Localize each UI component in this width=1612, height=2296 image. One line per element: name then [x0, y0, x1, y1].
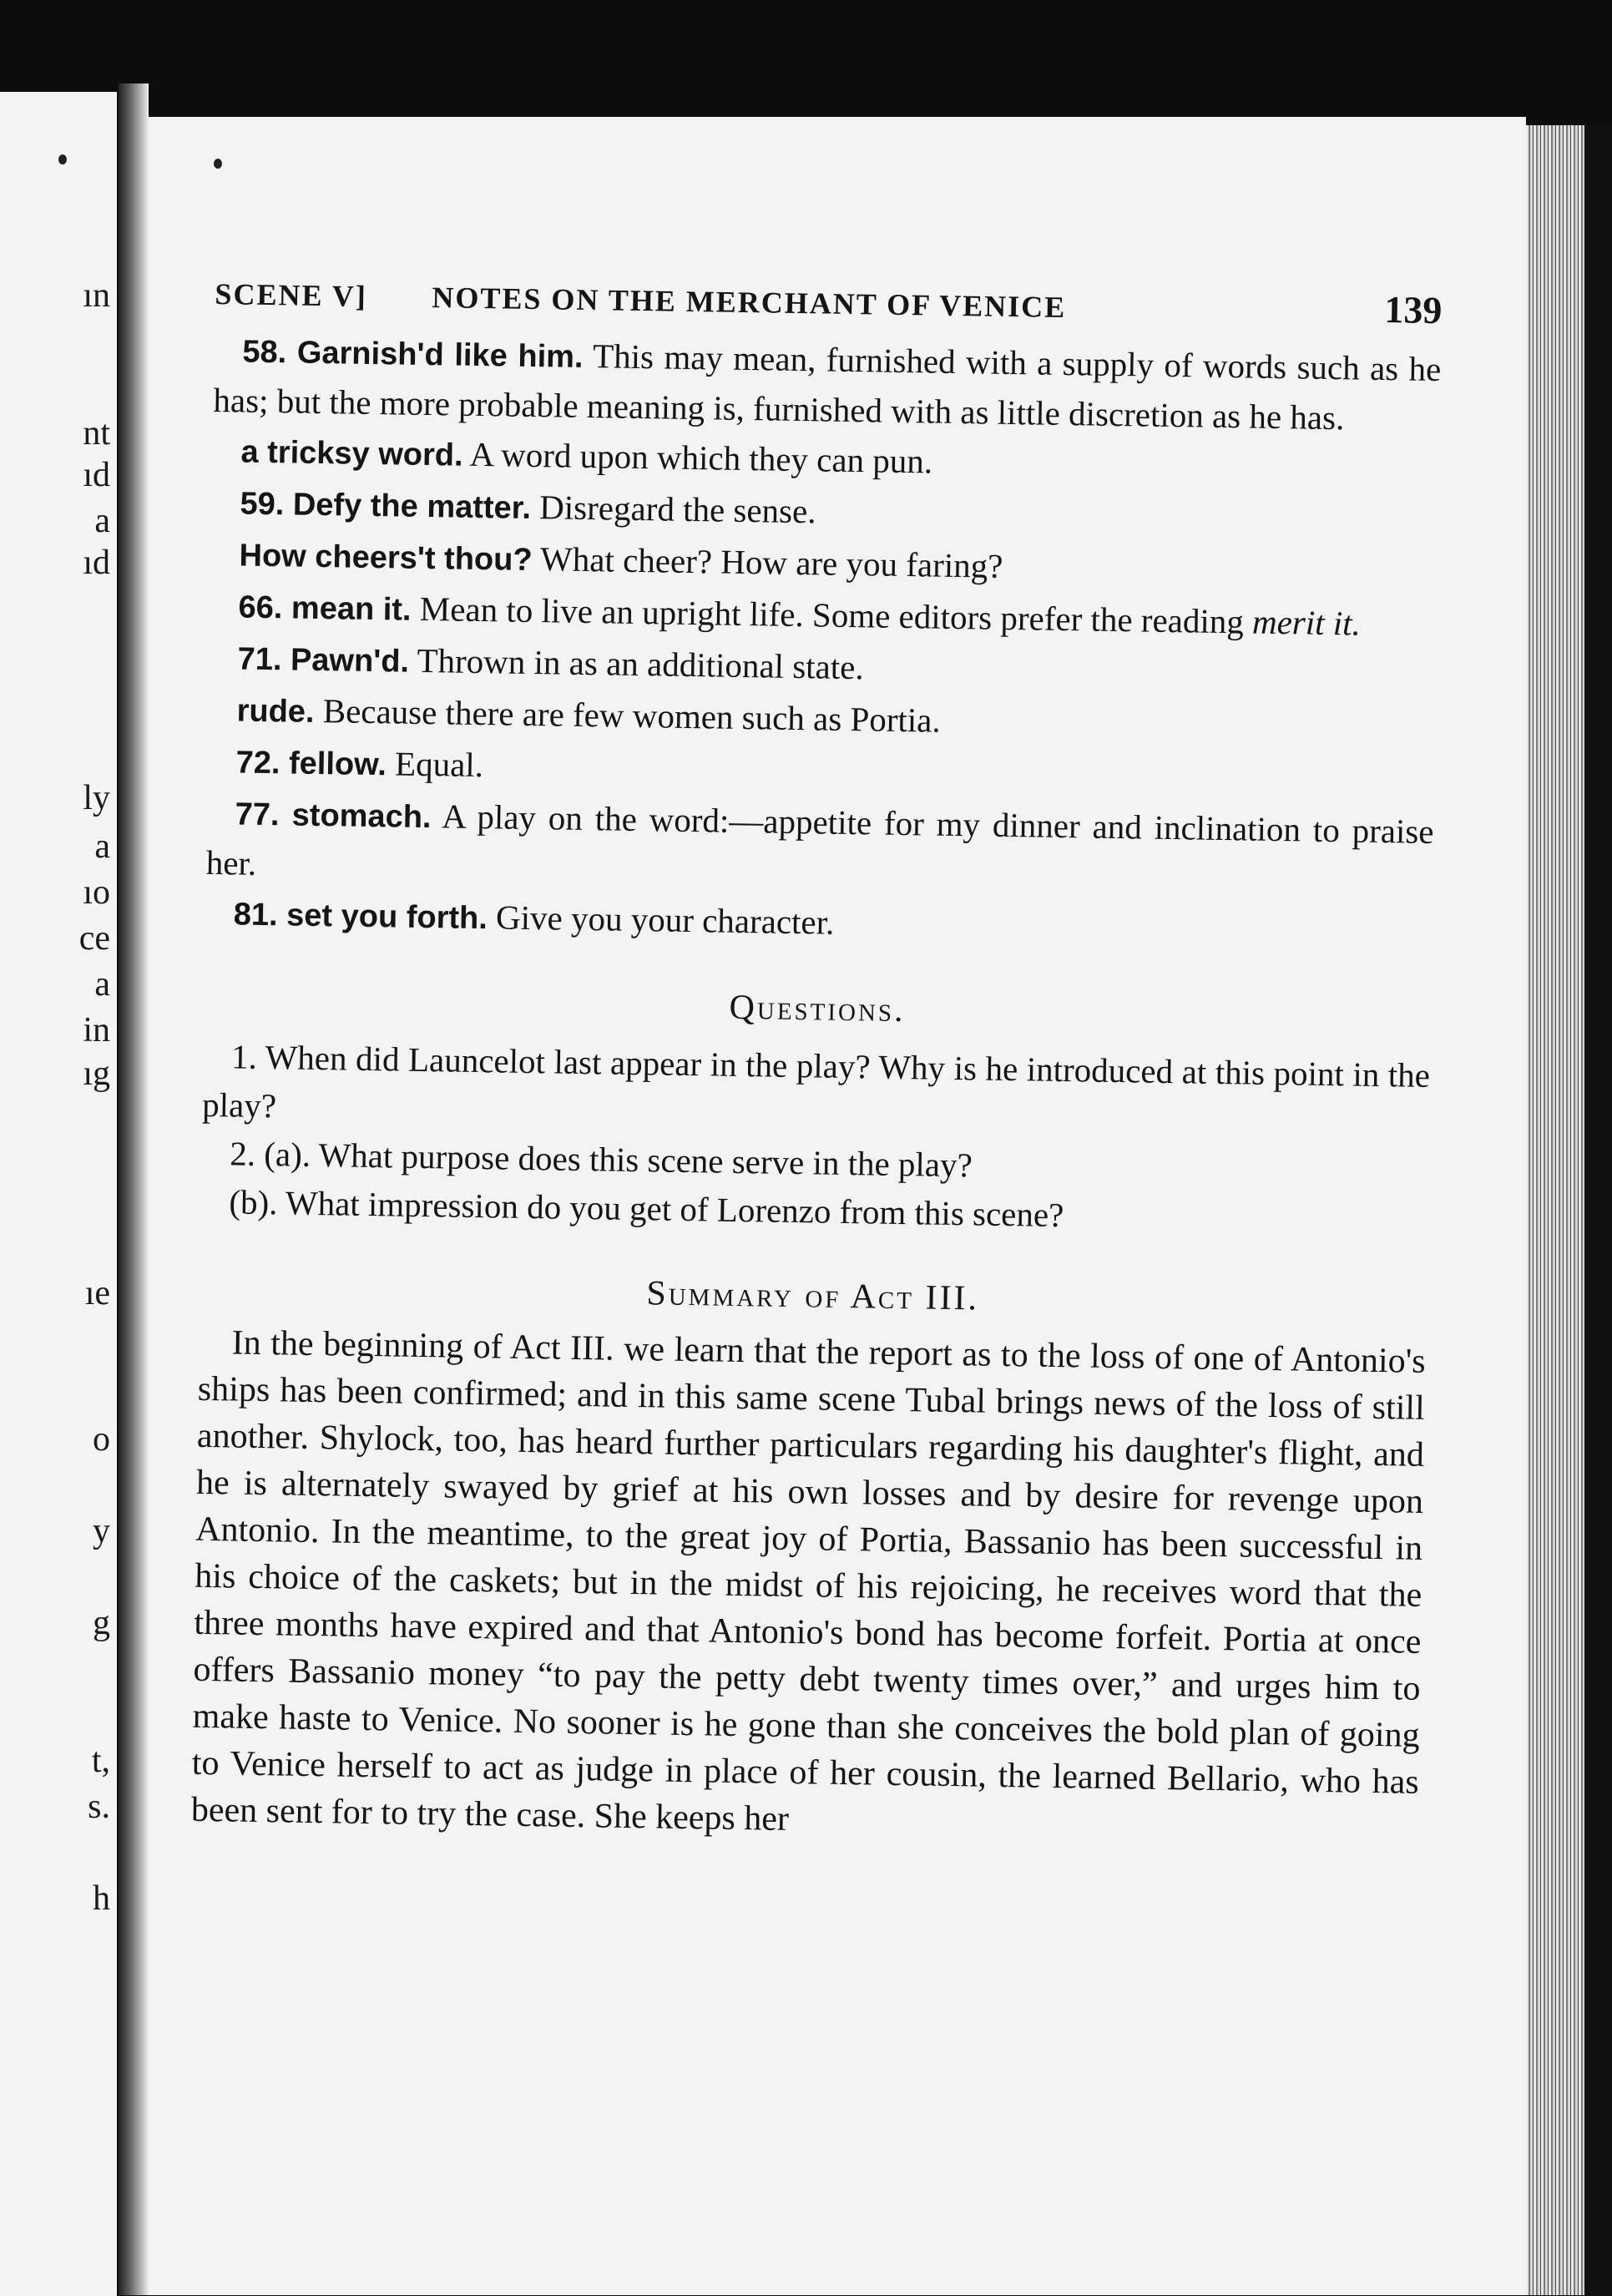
note-text: Disregard the sense. [538, 488, 816, 531]
left-fragment: a [94, 827, 110, 866]
question: 2. (a). What purpose does this scene serve in the play? [229, 1134, 973, 1185]
left-fragment: ıd [83, 544, 110, 582]
left-fragment: a [94, 965, 110, 1004]
note-text: Give you your character. [495, 898, 835, 942]
note-term: 71. Pawn'd. [237, 641, 410, 680]
note-text: What cheer? How are you faring? [539, 539, 1003, 585]
question: 1. When did Launcelot last appear in the play? Why is he introduced at this point in the play? [201, 1037, 1431, 1125]
left-fragment: o [93, 1420, 110, 1459]
book-gutter [119, 83, 149, 2295]
note-italic: merit it. [1251, 602, 1362, 643]
page-content [191, 267, 1443, 1853]
left-fragment: a [94, 502, 110, 540]
summary-heading: Summary of Act III. [646, 1274, 980, 1318]
note-text: Because there are few women such as Portia. [322, 691, 942, 740]
summary-paragraph: In the beginning of Act III. we learn that the report as to the loss of one of Antonio's ships has been confirmed; and in this same scene Tubal brings news of the loss of still another. Shylock, too, has heard further particulars regarding his daughter's flight, and he is alternately swayed by grief at his own losses and by desire for revenge upon Antonio. In the meantime, to the great joy of Portia, Bassanio has been successful in his choice of the caskets; but in the midst of his rejoicing, he receives word that the three months have expired and that Antonio's bond has become forfeit. Portia at once offers Bassanio money “to pay the petty debt twenty times over,” and urges him to make haste to Venice. No sooner is he gone than she conceives the bold plan of going to Venice herself to act as judge in place of her cousin, the learned Bellario, who has been sent for to try the case. She keeps her [190, 1323, 1426, 1839]
note-text: Mean to live an upright life. Some editors prefer the reading [419, 589, 1245, 641]
left-fragment: t, [91, 1742, 110, 1780]
note [205, 788, 1434, 906]
note-text: Equal. [394, 744, 484, 785]
questions-heading: Questions. [729, 988, 906, 1030]
header-title: NOTES ON THE MERCHANT OF VENICE [432, 281, 1067, 325]
left-fragment: ıd [83, 456, 110, 494]
left-fragment: in [83, 1011, 110, 1049]
left-fragment: y [93, 1512, 110, 1550]
right-page [149, 117, 1526, 2295]
left-fragment: ıo [83, 873, 110, 912]
page-number: 139 [1383, 288, 1443, 332]
note-term: 77. stomach. [235, 797, 432, 836]
note-text: A play on the word:—appetite for my dinner and inclination to praise her. [205, 797, 1434, 882]
page-edges [1526, 125, 1584, 2295]
note-text: A word upon which they can pun. [469, 434, 933, 481]
left-fragment: s. [88, 1788, 110, 1826]
left-fragment: h [93, 1879, 110, 1918]
note-term: 66. mean it. [238, 589, 412, 628]
left-fragment: g [93, 1604, 110, 1642]
note-term: 81. set you forth. [233, 897, 488, 937]
note-term: 72. fellow. [235, 745, 387, 783]
ink-dot [214, 159, 222, 169]
left-fragment: ce [78, 919, 110, 958]
question: (b). What impression do you get of Lorenzo from this scene? [229, 1182, 1064, 1235]
note-text: Thrown in as an additional state. [417, 640, 865, 687]
left-page [0, 92, 117, 2296]
note-term: a tricksy word. [240, 434, 463, 473]
scan-border [1584, 125, 1612, 2295]
left-fragment: ıe [84, 1274, 110, 1312]
header-scene: SCENE V] [215, 276, 368, 313]
left-fragment: nt [83, 414, 110, 453]
ink-dot [58, 154, 67, 164]
left-fragment: ıg [83, 1054, 110, 1093]
note-term: How cheers't thou? [239, 538, 533, 579]
note [213, 326, 1442, 443]
left-fragment: ly [83, 779, 110, 817]
left-fragment: ın [83, 276, 110, 315]
note-text: This may mean, furnished with a supply of words such as he has; but the more probable meaning is, furnished with as little discretion as he has. [213, 336, 1442, 437]
note-term: 58. Garnish'd like him. [242, 334, 584, 375]
note-term: rude. [236, 693, 315, 730]
note-term: 59. Defy the matter. [240, 486, 532, 526]
